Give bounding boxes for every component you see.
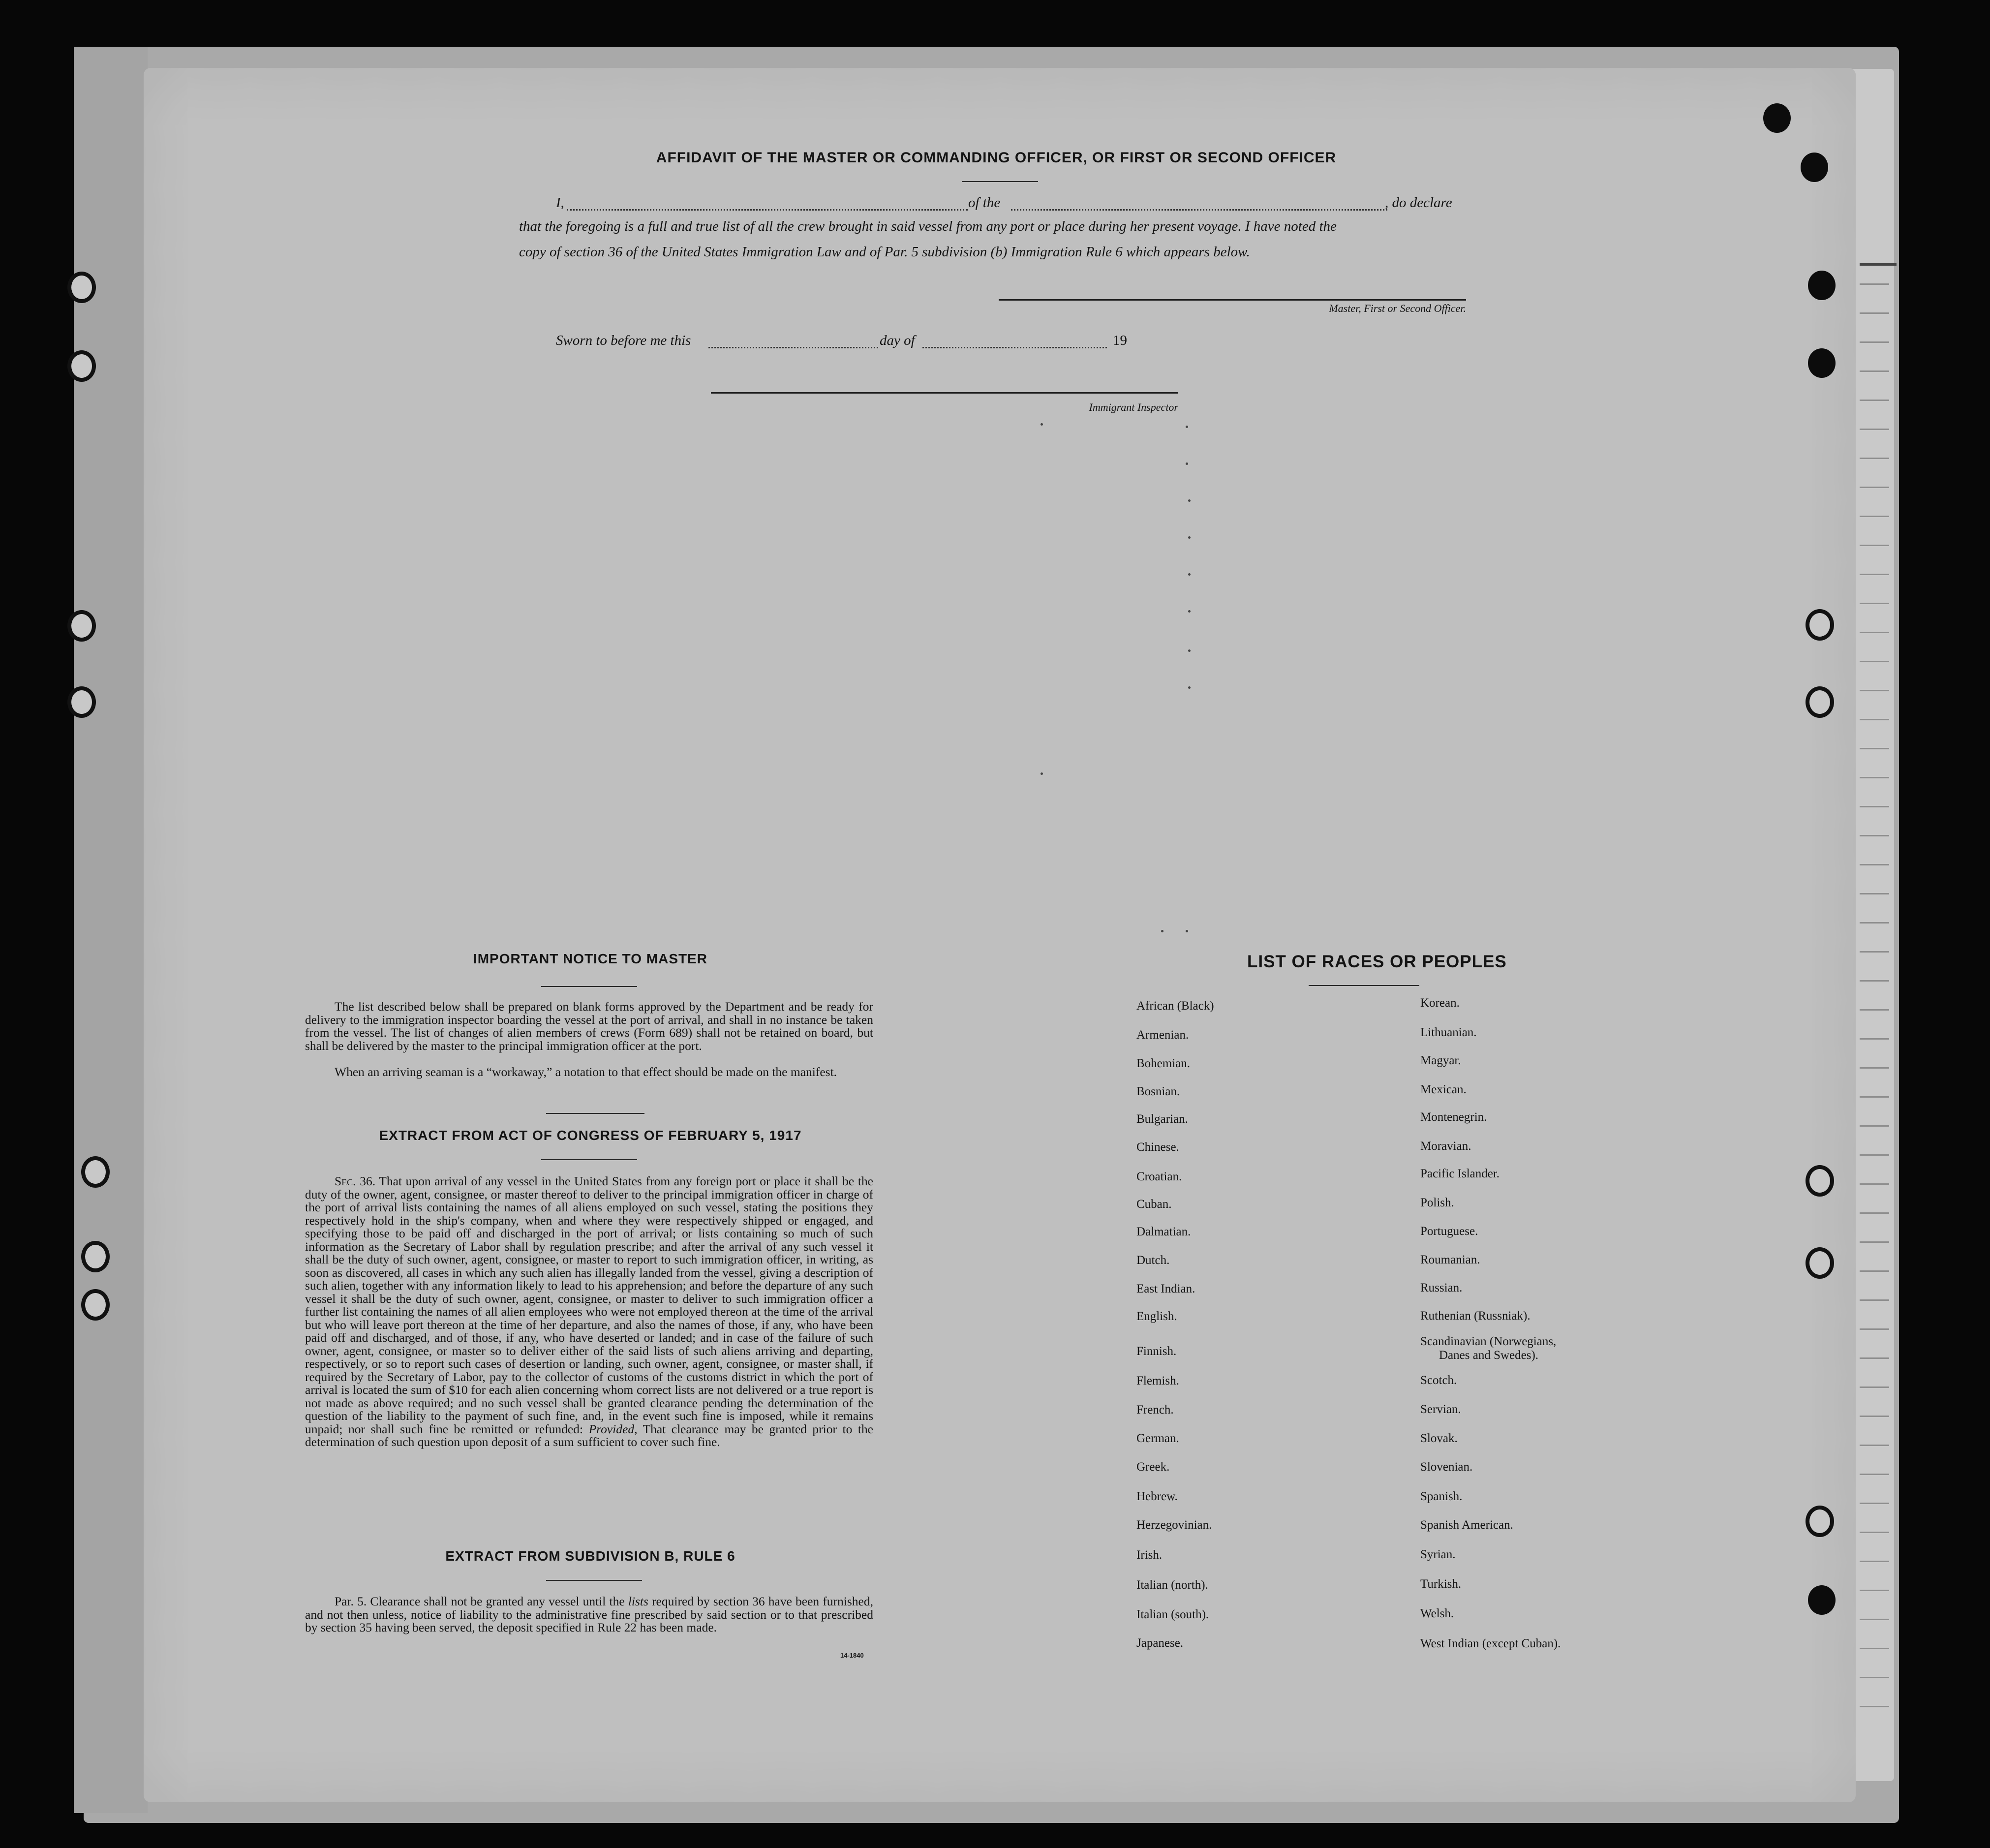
bleed-through-mark (1188, 536, 1191, 539)
sworn-day-field[interactable] (708, 347, 878, 348)
race-left-item: Bosnian. (1136, 1085, 1180, 1098)
punch-hole-icon (1808, 348, 1836, 378)
bleed-through-mark (1186, 426, 1188, 428)
race-right-item: Russian. (1420, 1281, 1463, 1294)
race-left-item: German. (1136, 1432, 1179, 1445)
punch-hole-icon (1806, 686, 1834, 718)
punch-hole-icon (1763, 103, 1791, 133)
do-declare-label: , do declare (1385, 195, 1452, 211)
punch-hole-icon (1801, 153, 1828, 182)
affiant-name-field[interactable] (567, 209, 968, 211)
document-page (144, 68, 1856, 1802)
race-right-item: Polish. (1420, 1196, 1454, 1209)
affidavit-title: AFFIDAVIT OF THE MASTER OR COMMANDING OFFICER, OR FIRST OR SECOND OFFICER (656, 150, 1337, 166)
left-binding-strip (74, 47, 148, 1813)
race-left-item: Japanese. (1136, 1636, 1184, 1650)
race-left-item: East Indian. (1136, 1282, 1195, 1295)
notice-divider (541, 986, 637, 987)
race-left-item: Italian (south). (1136, 1608, 1209, 1621)
rule-text-b: required by section 36 have been furnished, and not then unless, notice of liability to the administrative fine prescribed by said section or to that prescribed by section 35 having been served, the deposit specified in Rule 22 has been made. (305, 1594, 874, 1634)
punch-hole-icon (1806, 1506, 1834, 1537)
bleed-through-mark (1188, 573, 1191, 576)
affidavit-text-line1: that the foregoing is a full and true list of all the crew brought in said vessel from any port or place during her present voyage. I have noted the (519, 218, 1337, 234)
bleed-through-mark (1188, 610, 1191, 613)
inspector-signature-field[interactable] (711, 392, 1178, 394)
lists-word: lists (628, 1594, 648, 1608)
provided-label: Provided, (588, 1421, 638, 1436)
master-signature-field[interactable] (999, 299, 1466, 301)
race-right-item: Scotch. (1420, 1374, 1457, 1387)
bleed-through-mark (1186, 462, 1188, 465)
race-left-item: Croatian. (1136, 1170, 1182, 1183)
race-left-item: French. (1136, 1403, 1174, 1417)
affidavit-text-line2: copy of section 36 of the United States Immigration Law and of Par. 5 subdivision (b) Immigration Rule 6 which appears below. (519, 244, 1250, 260)
sworn-label: Sworn to before me this (556, 333, 691, 348)
race-right-item: Welsh. (1420, 1607, 1454, 1620)
punch-hole-icon (67, 686, 96, 718)
punch-hole-icon (1808, 271, 1836, 300)
punch-hole-icon (1806, 1165, 1834, 1197)
form-code: 14-1840 (840, 1652, 864, 1659)
master-signature-label: Master, First or Second Officer. (1329, 302, 1466, 314)
race-right-item: Mexican. (1420, 1083, 1467, 1096)
race-right-item: Slovak. (1420, 1432, 1458, 1445)
day-of-label: day of (880, 333, 915, 348)
rule-text-a: Par. 5. Clearance shall not be granted any vessel until the (335, 1594, 625, 1608)
sec-body-end: That clearance may be granted prior to the determination of such question upon deposit of a sum sufficient to cover such fine. (305, 1421, 873, 1449)
back-sheet-ruled-lines (1860, 256, 1889, 1707)
punch-hole-icon (1808, 1585, 1836, 1615)
notice-paragraph2: When an arriving seaman is a “workaway,” a notation to that effect should be made on the manifest. (335, 1065, 837, 1079)
race-right-item: Syrian. (1420, 1548, 1456, 1561)
act-divider (541, 1159, 637, 1160)
affiant-label: I, (556, 195, 564, 211)
race-right-item: Turkish. (1420, 1577, 1462, 1591)
races-divider-line (1309, 985, 1419, 986)
race-right-item: Moravian. (1420, 1140, 1471, 1153)
bleed-through-mark (1041, 423, 1043, 426)
race-right-item: Ruthenian (Russniak). (1420, 1309, 1531, 1323)
race-right-item: Spanish. (1420, 1490, 1463, 1503)
race-left-item: Bulgarian. (1136, 1112, 1188, 1126)
race-right-item: Korean. (1420, 996, 1460, 1010)
act-extract-title: EXTRACT FROM ACT OF CONGRESS OF FEBRUARY 5, 1917 (379, 1128, 802, 1143)
bleed-through-mark (1188, 499, 1191, 502)
race-right-item: Roumanian. (1420, 1253, 1480, 1266)
rule-divider (546, 1580, 642, 1581)
bleed-through-mark (1041, 772, 1043, 775)
race-left-item: Dalmatian. (1136, 1225, 1191, 1238)
punch-hole-icon (81, 1156, 110, 1188)
punch-hole-icon (1806, 609, 1834, 641)
inspector-label: Immigrant Inspector (1089, 401, 1178, 413)
section-divider (546, 1113, 644, 1114)
back-sheet-line (1860, 263, 1897, 266)
punch-hole-icon (1806, 1247, 1834, 1279)
race-left-item: Bohemian. (1136, 1057, 1191, 1070)
of-the-label: of the (968, 195, 1001, 211)
race-right-item: Scandinavian (Norwegians, Danes and Swedes). (1420, 1335, 1557, 1362)
race-right-item: Lithuanian. (1420, 1026, 1477, 1039)
bleed-through-mark (1186, 930, 1188, 932)
race-left-item: Armenian. (1136, 1028, 1189, 1042)
race-left-item: Irish. (1136, 1548, 1163, 1562)
bleed-through-mark (1161, 930, 1163, 932)
race-right-item: Montenegrin. (1420, 1110, 1487, 1124)
rule-extract-title: EXTRACT FROM SUBDIVISION B, RULE 6 (445, 1548, 735, 1564)
punch-hole-icon (67, 272, 96, 303)
sworn-month-field[interactable] (922, 347, 1107, 348)
race-right-item: Magyar. (1420, 1054, 1461, 1067)
sec-label: Sec. 36. (335, 1174, 376, 1188)
race-right-item: West Indian (except Cuban). (1420, 1637, 1561, 1650)
race-right-item: Portuguese. (1420, 1225, 1478, 1238)
act-section-36-text (305, 1175, 873, 1449)
race-left-item: Herzegovinian. (1136, 1518, 1212, 1532)
race-right-item: Slovenian. (1420, 1460, 1473, 1474)
race-left-item: African (Black) (1136, 999, 1214, 1013)
sec-body: That upon arrival of any vessel in the United States from any foreign port or place it shall be the duty of the owner, agent, consignee, or master thereof to deliver to the principal immigration officer in charge of the port of arrival lists containing the names of all aliens employed on such vessel, stating the positions they respectively hold in the ship's company, when and where they were respectively shipped or engaged, and specifying those to be paid off and discharged in the port of arrival; or lists containing so much of such information as the Secretary of Labor shall by regulation prescribe; and after the arrival of any such vessel it shall be the duty of such owner, agent, consignee, or master to report to such immigration officer, in writing, as soon as discovered, all cases in which any such alien has illegally landed from the vessel, giving a description of such alien, together with any information likely to lead to his apprehension; and before the departure of any such vessel it shall be the duty of such owner, agent, consignee, or master to deliver to such immigration officer a further list containing the names of all alien employees who were not employed thereon at the time of the arrival but who will leave port thereon at the time of her departure, and also the names of those, if any, who have been paid off and discharged, and of those, if any, who have deserted or landed; and in case of the failure of such owner, agent, consignee, or master so to deliver either of the said lists of such aliens arriving and departing, respectively, or so to report such cases of desertion or landing, such owner, agent, consignee, or master shall, if required by the Secretary of Labor, pay to the collector of customs of the customs district in which the port of arrival is located the sum of $10 for each alien concerning whom correct lists are not delivered or a true report is not made as above required; and no such vessel shall be granted clearance pending the determination of the question of the liability to the payment of such fine, and, in the event such fine is imposed, while it remains unpaid; nor shall such fine be remitted or refunded: (305, 1174, 873, 1436)
notice-title: IMPORTANT NOTICE TO MASTER (473, 951, 708, 966)
race-left-item: Dutch. (1136, 1254, 1170, 1267)
notice-paragraph1: The list described below shall be prepared on blank forms approved by the Department and be ready for delivery to the immigration inspector boarding the vessel at the port of arrival, and shall in no instance be taken from the vessel. The list of changes of alien members of crews (Form 689) shall not be retained on board, but shall be delivered by the master to the principal immigration officer at the port. (305, 999, 873, 1053)
rule-paragraph (305, 1595, 873, 1634)
race-left-item: Greek. (1136, 1460, 1170, 1474)
race-left-item: English. (1136, 1310, 1177, 1323)
race-left-item: Hebrew. (1136, 1490, 1178, 1503)
race-left-item: Italian (north). (1136, 1578, 1208, 1592)
race-right-item: Servian. (1420, 1403, 1461, 1416)
punch-hole-icon (67, 350, 96, 382)
race-right-item: Pacific Islander. (1420, 1167, 1500, 1180)
punch-hole-icon (81, 1289, 110, 1321)
race-left-item: Chinese. (1136, 1140, 1179, 1154)
punch-hole-icon (81, 1241, 110, 1272)
vessel-name-field[interactable] (1011, 209, 1387, 211)
race-left-item: Finnish. (1136, 1345, 1177, 1358)
year-prefix: 19 (1113, 333, 1127, 348)
races-title: LIST OF RACES OR PEOPLES (1247, 952, 1507, 971)
bleed-through-mark (1188, 649, 1191, 652)
race-left-item: Cuban. (1136, 1198, 1172, 1211)
race-right-item: Spanish American. (1420, 1518, 1513, 1532)
title-divider (962, 181, 1038, 182)
race-left-item: Flemish. (1136, 1374, 1179, 1387)
punch-hole-icon (67, 610, 96, 642)
bleed-through-mark (1188, 686, 1191, 689)
